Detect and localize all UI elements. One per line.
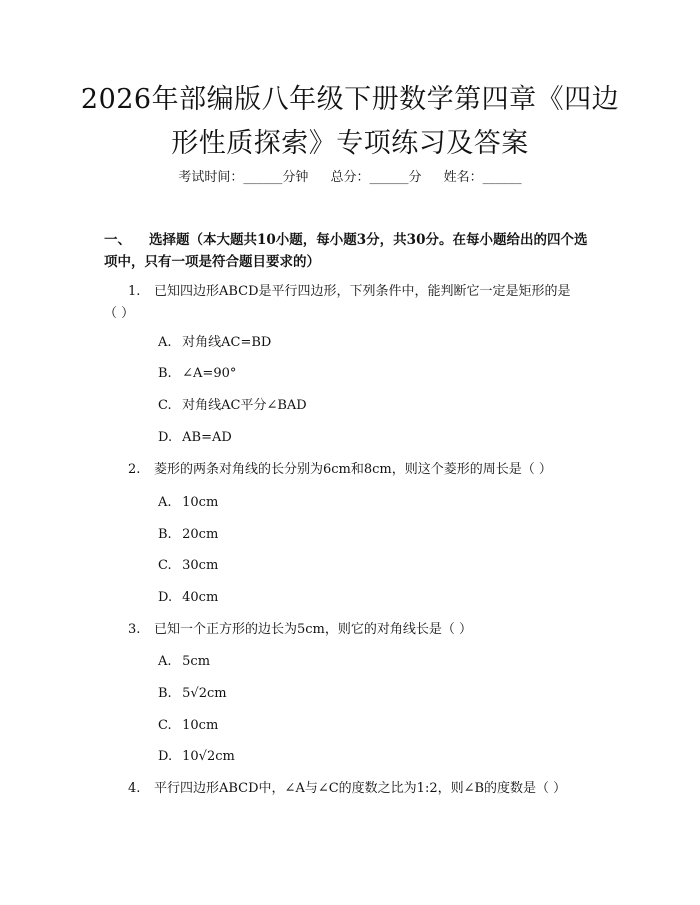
option-letter: D.: [158, 590, 173, 605]
option-text: 10cm: [182, 718, 219, 733]
option-letter: C.: [158, 398, 172, 413]
option-1c: [158, 397, 307, 415]
option-1d: [158, 429, 232, 447]
question-number: 1.: [128, 284, 141, 299]
question-text-line-1: 已知一个正方形的边长为5cm，则它的对角线长是（ ）: [154, 622, 473, 637]
option-text: 对角线AC=BD: [182, 335, 272, 350]
question-number: 2.: [128, 462, 141, 477]
question-3: [104, 619, 604, 641]
option-letter: D.: [158, 430, 173, 445]
option-2c: [158, 557, 218, 575]
section-text-line-1: 选择题（本大题共10小题，每小题3分，共30分。在每小题给出的四个选: [149, 232, 588, 248]
section-number: 一、: [104, 232, 131, 248]
option-letter: B.: [158, 686, 172, 701]
option-letter: A.: [158, 495, 172, 510]
exam-meta: [0, 166, 700, 185]
option-text: 5cm: [182, 654, 211, 669]
exam-score: 总分：______分: [330, 170, 422, 185]
option-letter: A.: [158, 654, 172, 669]
option-text: 10cm: [182, 495, 219, 510]
question-4: [104, 778, 604, 800]
question-1: [104, 281, 604, 325]
option-3c: [158, 717, 218, 735]
option-text: 5√2cm: [182, 686, 227, 701]
option-text: ∠A=90°: [182, 366, 237, 381]
option-2b: [158, 526, 218, 544]
question-text-line-2: （ ）: [104, 306, 135, 321]
title-line-1: 2026年部编版八年级下册数学第四章《四边: [80, 84, 620, 115]
option-text: AB=AD: [182, 430, 232, 445]
option-1b: [158, 365, 236, 383]
option-3b: [158, 685, 227, 703]
question-number: 4.: [128, 781, 141, 796]
option-letter: B.: [158, 366, 172, 381]
option-text: 对角线AC平分∠BAD: [182, 398, 307, 413]
question-text-line-1: 已知四边形ABCD是平行四边形，下列条件中，能判断它一定是矩形的是: [154, 284, 571, 299]
question-2: [104, 459, 604, 481]
option-2a: [158, 494, 218, 512]
option-text: 30cm: [182, 558, 219, 573]
option-letter: D.: [158, 749, 173, 764]
question-text-line-1: 菱形的两条对角线的长分别为6cm和8cm，则这个菱形的周长是（ ）: [154, 462, 552, 477]
exam-name: 姓名：______: [443, 170, 522, 185]
option-2d: [158, 589, 218, 607]
option-letter: C.: [158, 558, 172, 573]
title-line-2: 形性质探索》专项练习及答案: [171, 128, 529, 159]
option-letter: C.: [158, 718, 172, 733]
question-text-line-1: 平行四边形ABCD中，∠A与∠C的度数之比为1:2，则∠B的度数是（ ）: [154, 781, 567, 796]
option-text: 10√2cm: [182, 749, 235, 764]
option-letter: B.: [158, 527, 172, 542]
option-3a: [158, 653, 210, 671]
option-text: 20cm: [182, 527, 219, 542]
section-heading: [104, 229, 604, 273]
option-3d: [158, 748, 235, 766]
section-text-line-2: 项中，只有一项是符合题目要求的）: [104, 254, 320, 270]
option-1a: [158, 334, 271, 352]
question-number: 3.: [128, 622, 141, 637]
option-letter: A.: [158, 335, 172, 350]
document-title: [60, 78, 640, 166]
option-text: 40cm: [182, 590, 219, 605]
exam-time: 考试时间：______分钟: [178, 170, 309, 185]
